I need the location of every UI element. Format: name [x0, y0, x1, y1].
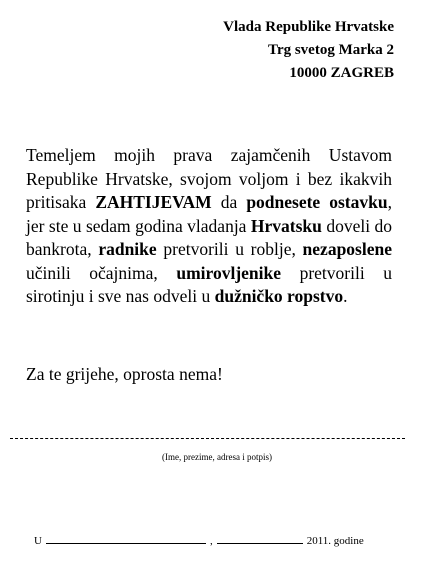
body-text-2: da — [211, 192, 247, 212]
body-bold-demand: ZAHTIJEVAM — [95, 192, 212, 212]
recipient-name: Vlada Republike Hrvatske — [223, 19, 394, 35]
recipient-address — [223, 16, 394, 85]
recipient-street: Trg svetog Marka 2 — [268, 42, 394, 58]
demand-paragraph — [26, 144, 392, 309]
signature-line — [10, 438, 405, 439]
body-text-4: doveli do bankrota, — [26, 215, 392, 259]
closing-line: Za te grijehe, oprosta nema! — [26, 364, 223, 384]
body-text-1: Temeljem mojih prava zajamčenih Ustavom Republike Hrvatske, svojom voljom i bez ikakvih pritisaka — [26, 145, 392, 212]
body-bold-resignation: podnesete ostavku — [246, 192, 388, 212]
body-bold-croatia: Hrvatsku — [250, 215, 322, 236]
body-bold-pensioners: umirovljenike — [176, 262, 282, 283]
body-bold-unemployed: nezaposlene — [302, 239, 392, 259]
recipient-city: 10000 ZAGREB — [289, 65, 394, 81]
body-bold-debt-slavery: dužničko ropstvo — [214, 286, 344, 306]
place-field[interactable] — [46, 533, 206, 544]
body-text-6: učinili očajnima, — [26, 262, 177, 283]
body-bold-workers: radnike — [98, 239, 157, 259]
year-label: 2011. godine — [306, 535, 364, 547]
body-text-8: . — [343, 286, 348, 306]
place-date-line — [34, 533, 364, 549]
place-date-separator: , — [209, 535, 213, 547]
place-prefix: U — [34, 535, 42, 547]
body-text-5: pretvorili u roblje, — [156, 239, 303, 259]
date-field[interactable] — [217, 533, 303, 544]
body-text-3: , jer ste u sedam godina vladanja — [26, 192, 392, 236]
signature-caption: (Ime, prezime, adresa i potpis) — [162, 452, 272, 462]
body-text-7: pretvorili u sirotinju i sve nas odveli u — [26, 262, 393, 306]
